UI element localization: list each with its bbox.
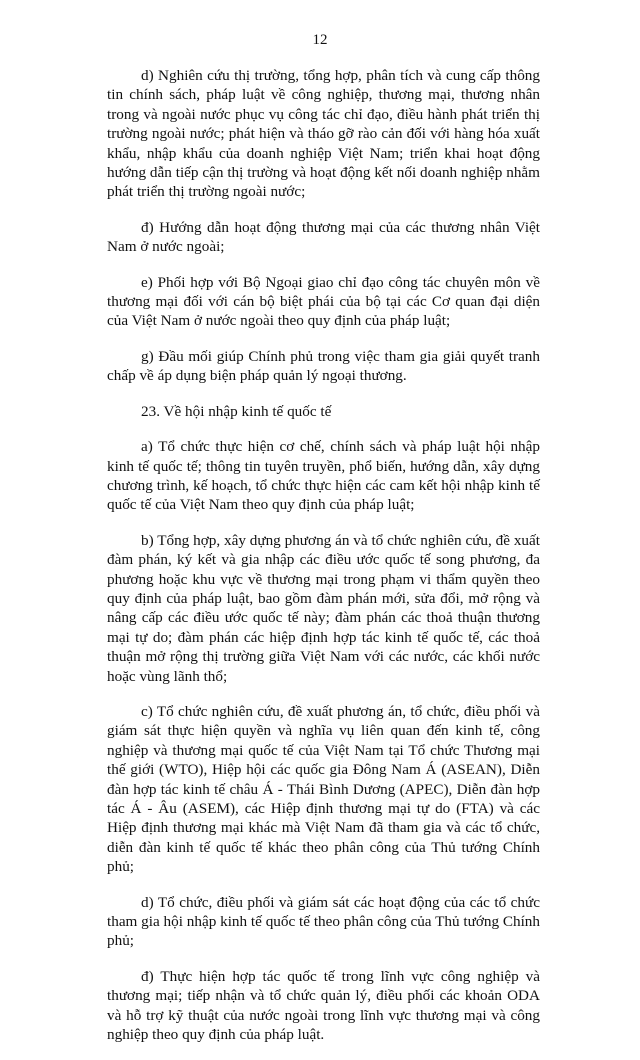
page-number: 12 (312, 32, 328, 48)
paragraph-23c: c) Tổ chức nghiên cứu, đề xuất phương án, tổ chức, điều phối và giám sát thực hiện quyền và nghĩa vụ liên quan đến kinh tế, công nghiệp và thương mại quốc tế của Việt Nam tại Tổ chức Thương mại thế giới (WTO), Hiệp hội các quốc gia Đông Nam Á (ASEAN), Diễn đàn hợp tác kinh tế châu Á - Thái Bình Dương (APEC), Diễn đàn hợp tác Á - Âu (ASEM), các Hiệp định thương mại tự do (FTA) và các Hiệp định thương mại khác mà Việt Nam đã tham gia và các tổ chức, diễn đàn kinh tế quốc tế khác theo phân công của Thủ tướng Chính phủ; (107, 702, 540, 876)
paragraph-23dd: đ) Thực hiện hợp tác quốc tế trong lĩnh vực công nghiệp và thương mại; tiếp nhận và tổ chức quản lý, điều phối các khoản ODA và hỗ trợ kỹ thuật của nước ngoài trong lĩnh vực thương mại và công nghiệp theo quy định của pháp luật. (107, 967, 540, 1044)
paragraph-22e: e) Phối hợp với Bộ Ngoại giao chỉ đạo công tác chuyên môn về thương mại đối với cán bộ biệt phái của bộ tại các Cơ quan đại diện của Việt Nam ở nước ngoài theo quy định của pháp luật; (107, 273, 540, 330)
paragraph-22dd: đ) Hướng dẫn hoạt động thương mại của các thương nhân Việt Nam ở nước ngoài; (107, 218, 540, 256)
paragraph-23d: d) Tổ chức, điều phối và giám sát các hoạt động của các tổ chức tham gia hội nhập kinh tế quốc tế theo phân công của Thủ tướng Chính phủ; (107, 893, 540, 950)
section-heading-23: 23. Về hội nhập kinh tế quốc tế (141, 402, 332, 420)
paragraph-23b: b) Tổng hợp, xây dựng phương án và tổ chức nghiên cứu, đề xuất đàm phán, ký kết và gia nhập các điều ước quốc tế song phương, đa phương hoặc khu vực về thương mại trong phạm vi thẩm quyền theo quy định của pháp luật, bao gồm đàm phán mới, sửa đổi, mở rộng và nâng cấp các điều ước quốc tế này; đàm phán các thoả thuận thương mại tự do; đàm phán các hiệp định hợp tác kinh tế quốc tế, các thoả thuận mở rộng thị trường giữa Việt Nam với các nước, các khối nước hoặc vùng lãnh thổ; (107, 531, 540, 685)
paragraph-22d: d) Nghiên cứu thị trường, tổng hợp, phân tích và cung cấp thông tin chính sách, pháp luật về công nghiệp, thương mại, thương nhân trong và ngoài nước phục vụ công tác chỉ đạo, điều hành phát triển thị trường ngoài nước; phát hiện và tháo gỡ rào cản đối với hàng hóa xuất khẩu, nhập khẩu của doanh nghiệp Việt Nam; triển khai hoạt động hướng dẫn tiếp cận thị trường và hoạt động kết nối doanh nghiệp nhằm phát triển thị trường ngoài nước; (107, 67, 540, 201)
paragraph-22g: g) Đầu mối giúp Chính phủ trong việc tham gia giải quyết tranh chấp về áp dụng biện pháp quản lý ngoại thương. (107, 347, 540, 385)
paragraph-23a: a) Tổ chức thực hiện cơ chế, chính sách và pháp luật hội nhập kinh tế quốc tế; thông tin tuyên truyền, phổ biến, hướng dẫn, xây dựng chương trình, kế hoạch, tổ chức thực hiện các cam kết hội nhập kinh tế quốc tế của Việt Nam theo quy định của pháp luật; (107, 438, 540, 514)
document-body (107, 66, 540, 1060)
